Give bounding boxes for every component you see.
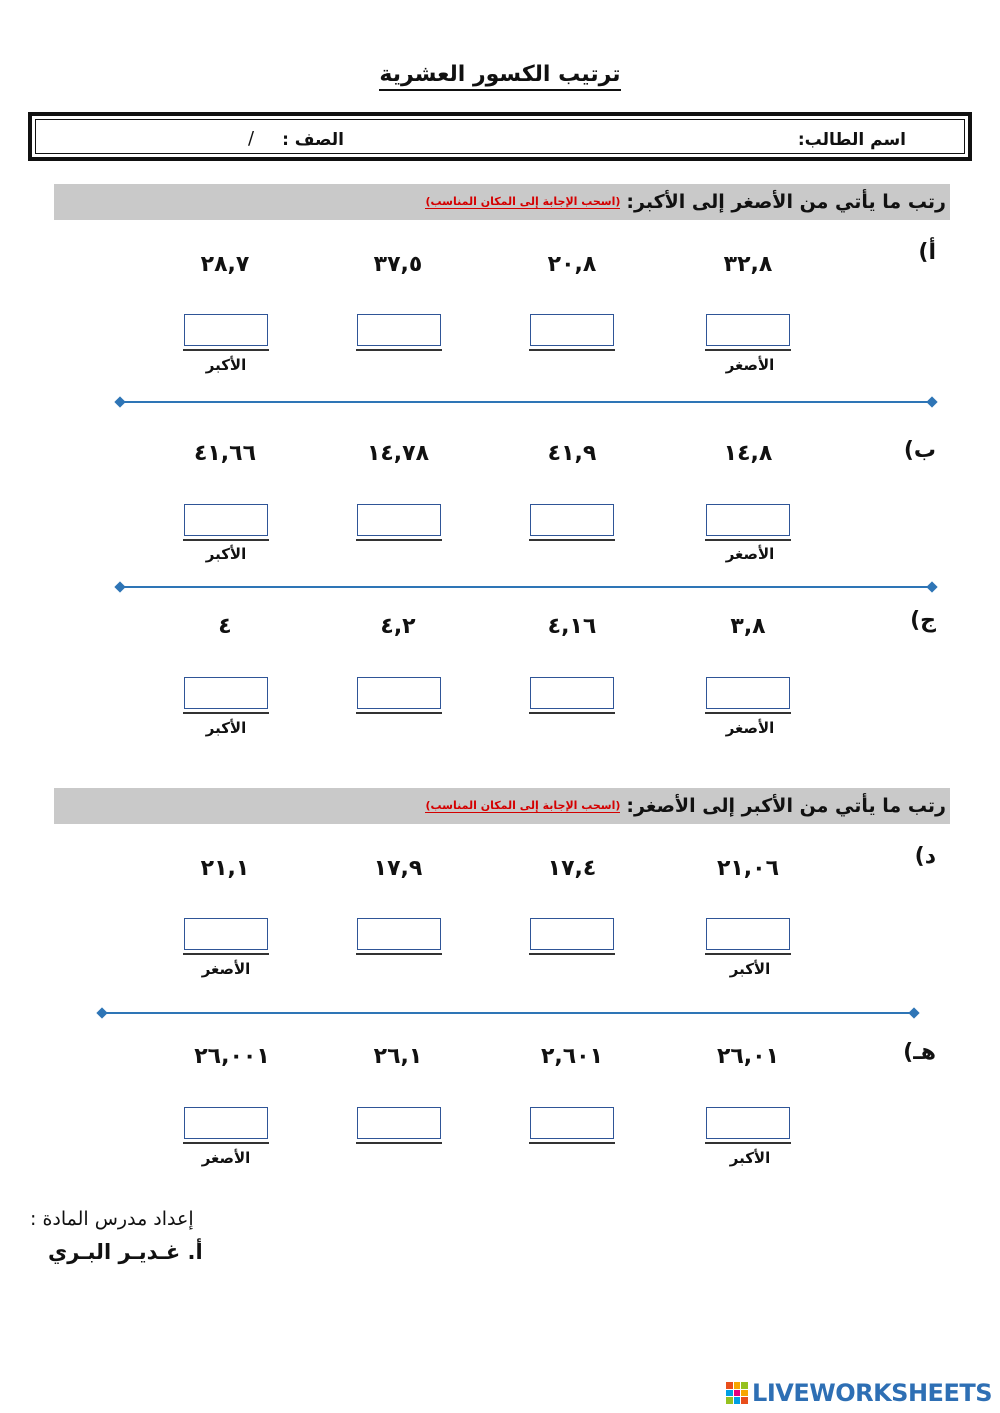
answer-slot[interactable] — [184, 504, 268, 536]
brand-text: LIVEWORKSHEETS — [752, 1379, 992, 1407]
number-tile[interactable]: ٤١,٩ — [547, 441, 597, 466]
number-tile[interactable]: ١٧,٤ — [547, 856, 597, 881]
divider-line — [120, 401, 932, 403]
number-tile[interactable]: ٢١,١ — [200, 856, 250, 881]
question-label-d: د) — [914, 844, 936, 869]
answer-slot[interactable] — [357, 1107, 441, 1139]
answer-slot[interactable] — [530, 504, 614, 536]
question-label-c: ج) — [910, 608, 936, 633]
end-label-left: الأصغر — [201, 960, 251, 978]
end-label-right: الأكبر — [729, 960, 771, 978]
number-tile[interactable]: ١٧,٩ — [373, 856, 423, 881]
question-label-a: أ) — [918, 240, 936, 265]
answer-slot[interactable] — [184, 918, 268, 950]
class-separator: / — [248, 128, 255, 149]
end-label-left: الأصغر — [201, 1149, 251, 1167]
answer-slot[interactable] — [184, 314, 268, 346]
end-label-right: الأكبر — [729, 1149, 771, 1167]
answer-slot[interactable] — [530, 314, 614, 346]
answer-slot[interactable] — [706, 504, 790, 536]
number-tile[interactable]: ٢٠,٨ — [547, 252, 597, 277]
number-tile[interactable]: ٢٨,٧ — [200, 252, 250, 277]
liveworksheets-logo-icon — [726, 1382, 748, 1404]
section2-banner — [54, 788, 950, 824]
section1-banner — [54, 184, 950, 220]
liveworksheets-brand[interactable] — [726, 1379, 992, 1407]
number-tile[interactable]: ١٤,٨ — [723, 441, 773, 466]
number-tile[interactable]: ٤,٢ — [380, 614, 416, 639]
question-label-e: هـ) — [903, 1040, 936, 1065]
end-label-left: الأكبر — [205, 719, 247, 737]
question-label-b: ب) — [903, 438, 936, 463]
number-tile[interactable]: ٣,٨ — [730, 614, 766, 639]
section1-hint: (اسحب الإجابة إلى المكان المناسب) — [425, 195, 621, 208]
answer-slot[interactable] — [357, 314, 441, 346]
number-tile[interactable]: ١٤,٧٨ — [366, 441, 430, 466]
section2-instruction: رتب ما يأتي من الأكبر إلى الأصغر: — [626, 795, 946, 817]
section2-hint: (اسحب الإجابة إلى المكان المناسب) — [425, 799, 621, 812]
end-label-right: الأصغر — [725, 719, 775, 737]
end-label-left: الأكبر — [205, 545, 247, 563]
number-tile[interactable]: ٢١,٠٦ — [716, 856, 780, 881]
answer-slot[interactable] — [184, 1107, 268, 1139]
end-label-right: الأصغر — [725, 545, 775, 563]
answer-slot[interactable] — [357, 677, 441, 709]
answer-slot[interactable] — [706, 677, 790, 709]
divider-line — [102, 1012, 914, 1014]
answer-slot[interactable] — [530, 677, 614, 709]
divider-line — [120, 586, 932, 588]
class-label: الصف : — [282, 130, 344, 150]
section1-instruction: رتب ما يأتي من الأصغر إلى الأكبر: — [626, 191, 946, 213]
number-tile[interactable]: ٣٧,٥ — [373, 252, 423, 277]
answer-slot[interactable] — [530, 1107, 614, 1139]
answer-slot[interactable] — [530, 918, 614, 950]
answer-slot[interactable] — [706, 314, 790, 346]
student-info-box — [28, 112, 972, 161]
number-tile[interactable]: ٤ — [218, 614, 232, 639]
number-tile[interactable]: ٢,٦٠١ — [540, 1044, 604, 1069]
worksheet-title: ترتيب الكسور العشرية — [0, 62, 1000, 87]
number-tile[interactable]: ٢٦,١ — [373, 1044, 423, 1069]
author-label: إعداد مدرس المادة : — [30, 1208, 194, 1230]
answer-slot[interactable] — [706, 1107, 790, 1139]
student-name-label: اسم الطالب: — [797, 130, 906, 150]
number-tile[interactable]: ٢٦,٠٠١ — [194, 1044, 270, 1069]
number-tile[interactable]: ٣٢,٨ — [723, 252, 773, 277]
number-tile[interactable]: ٤١,٦٦ — [193, 441, 257, 466]
answer-slot[interactable] — [357, 918, 441, 950]
answer-slot[interactable] — [184, 677, 268, 709]
answer-slot[interactable] — [706, 918, 790, 950]
answer-slot[interactable] — [357, 504, 441, 536]
number-tile[interactable]: ٤,١٦ — [547, 614, 597, 639]
number-tile[interactable]: ٢٦,٠١ — [716, 1044, 780, 1069]
author-name: أ. غـديـر البـري — [48, 1240, 203, 1264]
end-label-left: الأكبر — [205, 356, 247, 374]
end-label-right: الأصغر — [725, 356, 775, 374]
